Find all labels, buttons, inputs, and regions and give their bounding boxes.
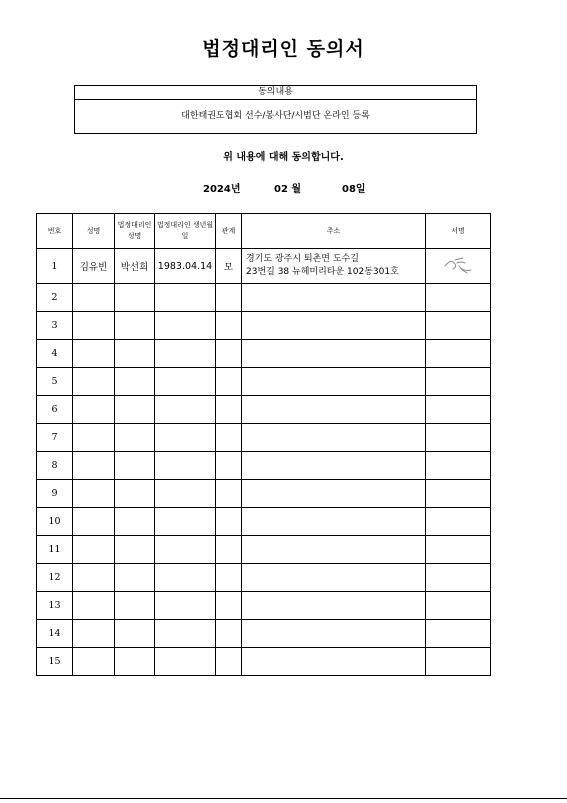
date-day: 08일 xyxy=(342,184,366,195)
row-relation: 모 xyxy=(216,249,242,284)
col-header-relation: 관계 xyxy=(216,214,242,249)
row-name xyxy=(73,620,115,648)
table-row xyxy=(37,368,491,396)
row-guardian-name xyxy=(115,508,155,536)
table-row xyxy=(37,620,491,648)
row-guardian-name xyxy=(115,396,155,424)
row-name xyxy=(73,368,115,396)
table-row xyxy=(37,249,491,284)
row-name xyxy=(73,508,115,536)
row-name xyxy=(73,592,115,620)
row-guardian-name xyxy=(115,536,155,564)
row-number: 11 xyxy=(37,536,73,564)
row-number: 7 xyxy=(37,424,73,452)
date-month: 02 월 xyxy=(274,184,302,195)
row-address xyxy=(242,508,426,536)
col-header-signature: 서명 xyxy=(426,214,491,249)
agreement-statement: 위 내용에 대해 동의합니다. xyxy=(223,152,344,163)
table-row xyxy=(37,592,491,620)
row-address xyxy=(242,312,426,340)
row-guardian-birth xyxy=(155,312,216,340)
row-guardian-birth xyxy=(155,536,216,564)
row-relation xyxy=(216,648,242,676)
row-address xyxy=(242,249,426,284)
row-guardian-name xyxy=(115,284,155,312)
bottom-border xyxy=(0,798,567,799)
table-row xyxy=(37,480,491,508)
row-guardian-name xyxy=(115,620,155,648)
row-number: 8 xyxy=(37,452,73,480)
row-relation xyxy=(216,536,242,564)
row-number: 12 xyxy=(37,564,73,592)
col-header-number: 번호 xyxy=(37,214,73,249)
table-row xyxy=(37,312,491,340)
row-guardian-name xyxy=(115,480,155,508)
col-header-address: 주소 xyxy=(242,214,426,249)
row-guardian-birth xyxy=(155,368,216,396)
row-number: 13 xyxy=(37,592,73,620)
col-header-guardian-name: 법정대리인 성명 xyxy=(115,214,155,249)
row-signature xyxy=(426,340,491,368)
table-row xyxy=(37,396,491,424)
row-relation xyxy=(216,312,242,340)
table-row xyxy=(37,536,491,564)
row-signature xyxy=(426,564,491,592)
row-number: 2 xyxy=(37,284,73,312)
row-name xyxy=(73,396,115,424)
row-signature xyxy=(426,249,491,284)
row-number: 5 xyxy=(37,368,73,396)
row-signature xyxy=(426,508,491,536)
table-row xyxy=(37,284,491,312)
row-relation xyxy=(216,396,242,424)
row-name xyxy=(73,536,115,564)
table-row xyxy=(37,340,491,368)
row-relation xyxy=(216,452,242,480)
row-name xyxy=(73,452,115,480)
row-address-line1: 경기도 광주시 퇴촌면 도수길 xyxy=(246,254,359,264)
row-signature xyxy=(426,424,491,452)
row-guardian-birth xyxy=(155,340,216,368)
row-guardian-name xyxy=(115,592,155,620)
row-number: 15 xyxy=(37,648,73,676)
row-guardian-birth xyxy=(155,620,216,648)
row-relation xyxy=(216,340,242,368)
row-signature xyxy=(426,480,491,508)
row-address xyxy=(242,368,426,396)
row-signature xyxy=(426,312,491,340)
row-guardian-name xyxy=(115,424,155,452)
row-guardian-name xyxy=(115,648,155,676)
row-guardian-birth: 1983.04.14 xyxy=(155,249,216,284)
row-guardian-birth xyxy=(155,648,216,676)
row-address xyxy=(242,592,426,620)
table-header-row xyxy=(37,214,491,249)
row-address xyxy=(242,284,426,312)
row-guardian-birth xyxy=(155,452,216,480)
row-guardian-name xyxy=(115,564,155,592)
signature-mark xyxy=(441,254,475,276)
row-address xyxy=(242,340,426,368)
row-guardian-birth xyxy=(155,396,216,424)
row-name xyxy=(73,564,115,592)
row-signature xyxy=(426,648,491,676)
row-address xyxy=(242,452,426,480)
table-row xyxy=(37,424,491,452)
row-signature xyxy=(426,620,491,648)
row-relation xyxy=(216,480,242,508)
row-guardian-birth xyxy=(155,424,216,452)
table-row xyxy=(37,564,491,592)
row-number: 3 xyxy=(37,312,73,340)
date-year: 2024년 xyxy=(203,184,241,195)
row-guardian-name xyxy=(115,312,155,340)
row-name: 김유빈 xyxy=(73,249,115,284)
row-guardian-birth xyxy=(155,592,216,620)
col-header-name: 성명 xyxy=(73,214,115,249)
row-relation xyxy=(216,564,242,592)
row-relation xyxy=(216,368,242,396)
row-guardian-name xyxy=(115,368,155,396)
row-name xyxy=(73,312,115,340)
row-address xyxy=(242,424,426,452)
row-guardian-birth xyxy=(155,564,216,592)
consent-header: 동의내용 xyxy=(75,86,476,100)
row-relation xyxy=(216,620,242,648)
row-name xyxy=(73,340,115,368)
row-guardian-name: 박선희 xyxy=(115,249,155,284)
row-guardian-birth xyxy=(155,284,216,312)
row-relation xyxy=(216,508,242,536)
row-number: 9 xyxy=(37,480,73,508)
consent-box xyxy=(74,85,477,134)
row-address xyxy=(242,536,426,564)
col-header-guardian-birth: 법정대리인 생년월일 xyxy=(155,214,216,249)
row-name xyxy=(73,648,115,676)
table-row xyxy=(37,508,491,536)
row-guardian-birth xyxy=(155,508,216,536)
row-signature xyxy=(426,592,491,620)
row-number: 10 xyxy=(37,508,73,536)
row-address xyxy=(242,620,426,648)
row-address xyxy=(242,564,426,592)
row-address xyxy=(242,648,426,676)
row-address xyxy=(242,396,426,424)
row-signature xyxy=(426,368,491,396)
row-number: 14 xyxy=(37,620,73,648)
row-signature xyxy=(426,284,491,312)
document-title: 법정대리인 동의서 xyxy=(202,38,365,60)
row-guardian-birth xyxy=(155,480,216,508)
row-number: 4 xyxy=(37,340,73,368)
row-relation xyxy=(216,424,242,452)
consent-table xyxy=(36,213,491,676)
table-row xyxy=(37,648,491,676)
row-address-line2: 23번길 38 뉴헤미리타운 102동301호 xyxy=(246,267,399,277)
consent-content: 대한태권도협회 선수/봉사단/시범단 온라인 등록 xyxy=(181,111,370,121)
row-guardian-name xyxy=(115,452,155,480)
row-address xyxy=(242,480,426,508)
row-name xyxy=(73,424,115,452)
row-number: 1 xyxy=(37,249,73,284)
row-relation xyxy=(216,592,242,620)
row-guardian-name xyxy=(115,340,155,368)
row-signature xyxy=(426,452,491,480)
row-name xyxy=(73,284,115,312)
row-name xyxy=(73,480,115,508)
table-row xyxy=(37,452,491,480)
row-number: 6 xyxy=(37,396,73,424)
row-relation xyxy=(216,284,242,312)
row-signature xyxy=(426,536,491,564)
row-signature xyxy=(426,396,491,424)
